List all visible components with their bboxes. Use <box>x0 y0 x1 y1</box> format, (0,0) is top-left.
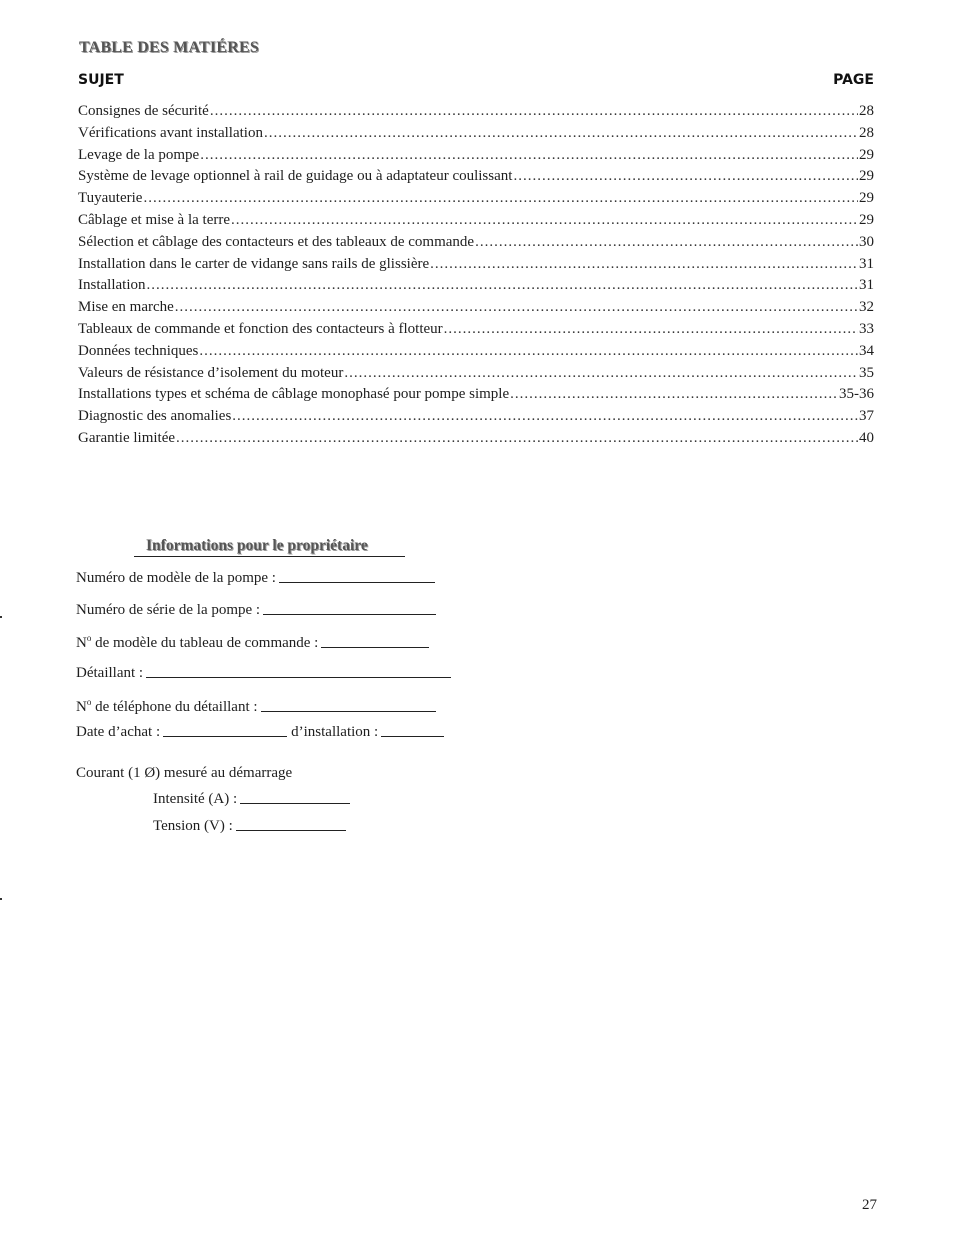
dealer-blank <box>146 677 451 678</box>
toc-dot-leader <box>176 428 858 450</box>
toc-entry <box>78 123 874 145</box>
toc-entry-label: Mise en marche <box>78 299 174 316</box>
margin-mark <box>0 616 2 618</box>
pump-model-blank <box>279 582 435 583</box>
toc-entry-label: Garantie limitée <box>78 429 176 446</box>
toc-entry-label: Installation dans le carter de vidange sans rails de glissière <box>78 255 430 272</box>
toc-entry <box>78 384 874 406</box>
toc-entry-page: 29 <box>859 146 874 163</box>
toc-entry <box>78 254 874 276</box>
toc-dot-leader <box>344 363 858 385</box>
panel-model-field <box>76 633 429 652</box>
toc-entry-label: Valeurs de résistance d’isolement du moteur <box>78 364 344 381</box>
pump-model-label: Numéro de modèle de la pompe : <box>76 570 276 586</box>
toc-entry-label: Tableaux de commande et fonction des contacteurs à flotteur <box>78 320 443 337</box>
toc-dot-leader <box>147 275 859 297</box>
toc-entry-label: Installations types et schéma de câblage monophasé pour pompe simple <box>78 386 510 403</box>
toc-entry-label: Vérifications avant installation <box>78 124 263 141</box>
toc-entry <box>78 275 874 297</box>
toc-entry <box>78 166 874 188</box>
toc-entry-page: 29 <box>859 168 874 185</box>
starting-current-title: Courant (1 Ø) mesuré au démarrage <box>76 765 293 781</box>
panel-model-label: $N^o$ de modèle du tableau de commande : <box>76 633 319 651</box>
toc-entry <box>78 406 874 428</box>
toc-entry <box>78 232 874 254</box>
toc-entry-page: 34 <box>859 342 874 359</box>
toc-entry-page: 35-36 <box>839 386 874 403</box>
toc-entry-label: Installation <box>78 277 146 294</box>
toc-entry-page: 28 <box>859 124 874 141</box>
toc-dot-leader <box>210 101 858 123</box>
pump-serial-blank <box>263 614 436 615</box>
amperage-label: Intensité (A) : <box>153 791 238 807</box>
toc-entry-label: Données techniques <box>78 342 199 359</box>
toc-dot-leader <box>175 297 858 319</box>
toc-entry-page: 30 <box>859 233 874 250</box>
toc-entry-label: Sélection et câblage des contacteurs et des tableaux de commande <box>78 233 475 250</box>
dealer-field <box>76 665 451 682</box>
toc-dot-leader <box>199 341 858 363</box>
toc-entry-label: Tuyauterie <box>78 190 143 207</box>
amperage-field <box>153 791 350 808</box>
toc-entry <box>78 297 874 319</box>
toc-dot-leader <box>264 123 858 145</box>
toc-entry-page: 35 <box>859 364 874 381</box>
purchase-date-blank <box>163 736 287 737</box>
toc-entry-page: 31 <box>859 255 874 272</box>
toc-entry <box>78 210 874 232</box>
toc-entry <box>78 101 874 123</box>
toc-entry-label: Consignes de sécurité <box>78 103 209 119</box>
toc-entry-label: Levage de la pompe <box>78 146 200 163</box>
pump-model-field <box>76 570 435 587</box>
toc-title: TABLE DES MATIÉRES <box>79 39 259 56</box>
toc-entry <box>78 341 874 363</box>
toc-entry-page: 32 <box>859 299 874 316</box>
toc-dot-leader <box>143 188 858 210</box>
owner-info-heading: Informations pour le propriétaire <box>134 537 405 557</box>
toc-entry-page: 29 <box>859 190 874 207</box>
toc-dot-leader <box>430 254 858 276</box>
voltage-blank <box>236 830 346 831</box>
toc-entry-page: 31 <box>859 277 874 294</box>
toc-list <box>78 101 874 450</box>
dealer-phone-label: $N^o$ de téléphone du détaillant : <box>76 697 258 715</box>
toc-dot-leader <box>510 384 838 406</box>
page-number: 27 <box>862 1197 877 1213</box>
dates-field <box>76 724 444 741</box>
voltage-field <box>153 818 346 835</box>
toc-entry-page: 33 <box>859 320 874 337</box>
purchase-date-label: Date d’achat : <box>76 724 161 740</box>
pump-serial-label: Numéro de série de la pompe : <box>76 602 261 618</box>
toc-entry-page: 37 <box>859 408 874 425</box>
toc-entry <box>78 188 874 210</box>
toc-dot-leader <box>444 319 858 341</box>
panel-model-blank <box>321 647 429 648</box>
install-date-blank <box>381 736 444 737</box>
toc-entry-label: Diagnostic des anomalies <box>78 408 232 425</box>
dealer-phone-blank <box>261 711 436 712</box>
toc-entry <box>78 145 874 167</box>
amperage-blank <box>240 803 350 804</box>
dealer-phone-field <box>76 697 436 716</box>
toc-entry-page: 40 <box>859 429 874 446</box>
toc-entry-page: 29 <box>859 211 874 228</box>
toc-dot-leader <box>475 232 858 254</box>
install-date-label: d’installation : <box>291 724 379 740</box>
toc-entry <box>78 319 874 341</box>
toc-dot-leader <box>513 166 858 188</box>
toc-dot-leader <box>232 406 858 428</box>
toc-entry <box>78 363 874 385</box>
toc-dot-leader <box>231 210 858 232</box>
voltage-label: Tension (V) : <box>153 818 233 834</box>
toc-entry <box>78 428 874 450</box>
pump-serial-field <box>76 602 436 619</box>
toc-entry-page: 28 <box>859 103 874 119</box>
toc-entry-label: Système de levage optionnel à rail de guidage ou à adaptateur coulissant <box>78 168 513 185</box>
subject-column-header: SUJET <box>78 72 124 88</box>
toc-dot-leader <box>200 145 858 167</box>
toc-entry-label: Câblage et mise à la terre <box>78 211 231 228</box>
dealer-label: Détaillant : <box>76 665 144 681</box>
margin-mark <box>0 898 2 900</box>
page-column-header: PAGE <box>833 72 874 88</box>
